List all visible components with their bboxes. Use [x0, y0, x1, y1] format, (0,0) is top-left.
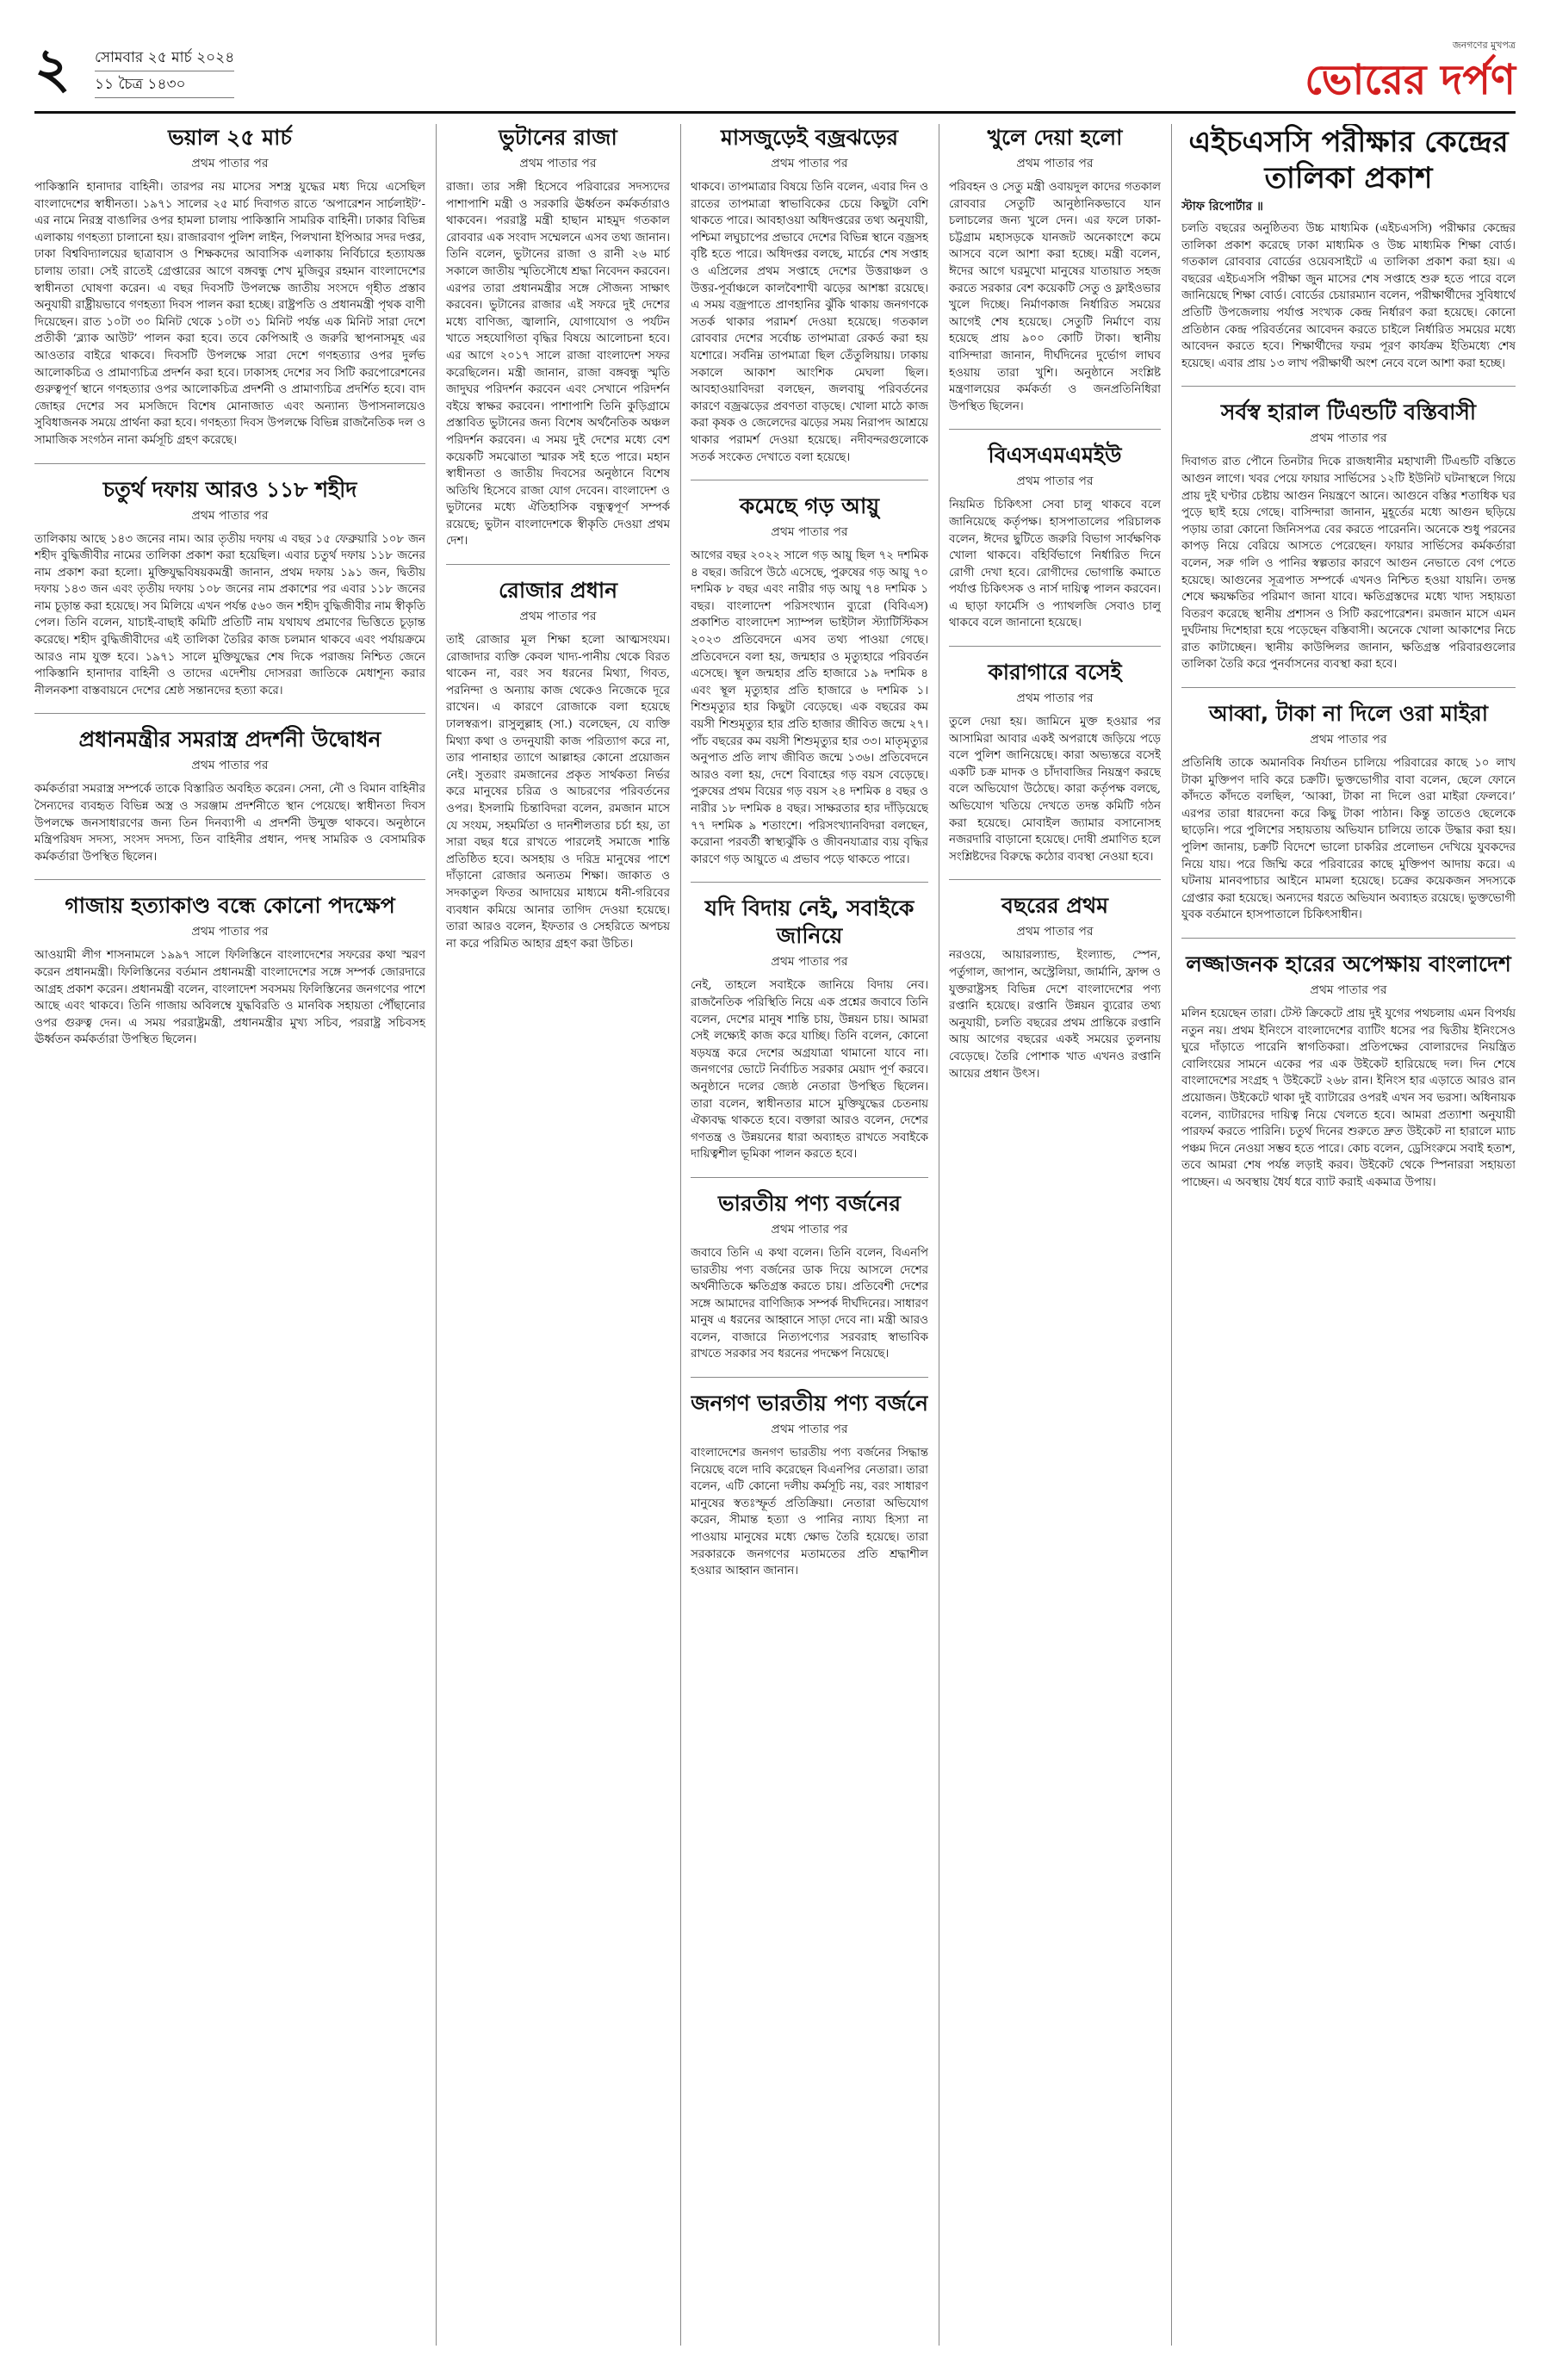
- divider: [1181, 386, 1516, 387]
- jump-label: প্রথম পাতার পর: [1310, 983, 1387, 997]
- story-year-first: [949, 892, 1161, 1082]
- story-body: আগের বছর ২০২২ সালে গড় আয়ু ছিল ৭২ দশমিক ৪ বছর। জরিপে উঠে এসেছে, পুরুষের গড় আয়ু ৭০ দশমিক ৮ বছর এবং নারীর গড় আয়ু ৭৪ দশমিক ১ বছর। বাংলাদেশ পরিসংখ্যান ব্যুরো (বিবিএস) প্রকাশিত বাংলাদেশ স্যাম্পল ভাইটাল স্ট্যাটিস্টিকস ২০২৩ প্রতিবেদনে এসব তথ্য পাওয়া গেছে। প্রতিবেদনে বলা হয়, জন্মহার ও মৃত্যুহারে পরিবর্তন এসেছে। স্থূল জন্মহার প্রতি হাজারে ১৯ দশমিক ৪ এবং স্থূল মৃত্যুহার প্রতি হাজারে ৬ দশমিক ১। শিশুমৃত্যুর হার কিছুটা বেড়েছে। এক বছরের কম বয়সী শিশুমৃত্যুর হার প্রতি হাজার জীবিত জন্মে ২৭। পাঁচ বছরের কম বয়সী শিশুমৃত্যুর হার ৩৩। মাতৃমৃত্যুর অনুপাত প্রতি লাখ জীবিত জন্মে ১৩৬। প্রতিবেদনে আরও বলা হয়, দেশে বিবাহের গড় বয়স বেড়েছে। পুরুষের প্রথম বিয়ের গড় বয়স ২৪ দশমিক ৪ বছর ও নারীর ১৮ দশমিক ৪ বছর। সাক্ষরতার হার দাঁড়িয়েছে ৭৭ দশমিক ৯ শতাংশে। পরিসংখ্যানবিদরা বলছেন, করোনা পরবর্তী স্বাস্থ্যঝুঁকি ও জীবনযাত্রার ব্যয় বৃদ্ধির কারণে গড় আয়ুতে এ প্রভাব পড়ে থাকতে পারে।: [691, 549, 928, 866]
- story-bhutan-king: [446, 124, 670, 550]
- story-body: তালিকায় আছে ১৪৩ জনের নাম। আর তৃতীয় দফায় এ বছর ১৫ ফেব্রুয়ারি ১০৮ জন শহীদ বুদ্ধিজীবীর নামের তালিকা প্রকাশ করা হয়েছিল। এবার চতুর্থ দফায় ১১৮ জনের নাম প্রকাশ করা হলো। মুক্তিযুদ্ধবিষয়কমন্ত্রী জানান, প্রথম দফায় ১৯১ জন, দ্বিতীয় দফায় ১৪৩ জন এবং তৃতীয় দফায় ১০৮ জনের নাম প্রকাশের পর এবার ১১৮ জনের নাম চূড়ান্ত করা হয়েছে। সব মিলিয়ে এখন পর্যন্ত ৫৬০ জন শহীদ বুদ্ধিজীবীর নাম স্বীকৃতি পেল। তিনি বলেন, যাচাই-বাছাই কমিটি প্রতিটি নাম যথাযথ প্রমাণের ভিত্তিতে চূড়ান্ত করেছে। শহীদ বুদ্ধিজীবীদের এই তালিকা তৈরির কাজ চলমান থাকবে এবং পর্যায়ক্রমে আরও নাম যুক্ত হবে। ১৯৭১ সালে মুক্তিযুদ্ধের শেষ দিকে পরাজয় নিশ্চিত জেনে পাকিস্তানি হানাদার বাহিনী ও তাদের এদেশীয় দোসররা জাতিকে মেধাশূন্য করার নীলনকশা বাস্তবায়নে দেশের শ্রেষ্ঠ সন্তানদের হত্যা করে।: [34, 532, 425, 697]
- jump-label: প্রথম পাতার পর: [1016, 474, 1094, 489]
- column-3: [691, 124, 928, 2346]
- jump-label: প্রথম পাতার পর: [191, 157, 269, 170]
- story-body: তাই রোজার মূল শিক্ষা হলো আত্মসংযম। রোজাদার ব্যক্তি কেবল খাদ্য-পানীয় থেকে বিরত থাকেন না, বরং সব ধরনের মিথ্যা, গিবত, পরনিন্দা ও অন্যায় কাজ থেকেও নিজেকে দূরে রাখেন। এ কারণে রোজাকে বলা হয়েছে ঢালস্বরূপ। রাসুলুল্লাহ (সা.) বলেছেন, যে ব্যক্তি মিথ্যা কথা ও তদনুযায়ী কাজ পরিত্যাগ করে না, তার পানাহার ত্যাগে আল্লাহর কোনো প্রয়োজন নেই। সুতরাং রমজানের প্রকৃত সার্থকতা নির্ভর করে মানুষের চরিত্র ও আচরণের পরিবর্তনের ওপর। ইসলামি চিন্তাবিদরা বলেন, রমজান মাসে যে সংযম, সহমর্মিতা ও দানশীলতার চর্চা হয়, তা সারা বছর ধরে রাখতে পারলেই সমাজে শান্তি প্রতিষ্ঠিত হবে। অসহায় ও দরিদ্র মানুষের পাশে দাঁড়ানো রোজার অন্যতম শিক্ষা। জাকাত ও সদকাতুল ফিতর আদায়ের মাধ্যমে ধনী-গরিবের ব্যবধান কমিয়ে আনার তাগিদ দেওয়া হয়েছে। তারা আরও বলেন, ইফতার ও সেহরিতে অপচয় না করে পরিমিত আহার গ্রহণ করা উচিত।: [446, 634, 670, 951]
- page-number: ২: [34, 37, 71, 101]
- headline: সর্বস্ব হারাল টিএন্ডটি বস্তিবাসী: [1220, 400, 1477, 425]
- jump-label: প্রথম পাতার পর: [1310, 733, 1387, 747]
- brand-name: ভোরের দর্পণ: [1305, 56, 1516, 104]
- column-4: [949, 124, 1161, 2346]
- headline: ভয়াল ২৫ মার্চ: [168, 125, 292, 150]
- jump-label: প্রথম পাতার পর: [519, 157, 597, 170]
- divider: [691, 1377, 928, 1378]
- story-body: মলিন হয়েছেন তারা। টেস্ট ক্রিকেটে প্রায় দুই যুগের পথচলায় এমন বিপর্যয় নতুন নয়। প্রথম ইনিংসে বাংলাদেশের ব্যাটিং ধসের পর দ্বিতীয় ইনিংসেও ঘুরে দাঁড়াতে পারেনি স্বাগতিকরা। প্রতিপক্ষের বোলারদের নিয়ন্ত্রিত বোলিংয়ের সামনে একের পর এক উইকেট হারিয়েছে দল। দিন শেষে বাংলাদেশের সংগ্রহ ৭ উইকেটে ২৬৮ রান। ইনিংস হার এড়াতে আরও রান প্রয়োজন। উইকেটে থাকা দুই ব্যাটারের ওপরই এখন সব ভরসা। অধিনায়ক বলেন, ব্যাটারদের দায়িত্ব নিয়ে খেলতে হবে। আমরা প্রত্যাশা অনুযায়ী পারফর্ম করতে পারিনি। চতুর্থ দিনের শুরুতে দ্রুত উইকেট না হারালে ম্যাচ পঞ্চম দিনে নেওয়া সম্ভব হতে পারে। কোচ বলেন, ড্রেসিংরুমে সবাই হতাশ, তবে আমরা শেষ পর্যন্ত লড়াই করব। উইকেট থেকে স্পিনাররা সহায়তা পাচ্ছেন। এ অবস্থায় ধৈর্য ধরে ব্যাট করাই একমাত্র উপায়।: [1181, 1007, 1516, 1189]
- brand-logo: [1305, 38, 1516, 106]
- story-pm-exhibition: [34, 726, 425, 865]
- story-body: তুলে দেয়া হয়। জামিনে মুক্ত হওয়ার পর আসামিরা আবার একই অপরাধে জড়িয়ে পড়ে বলে পুলিশ জানিয়েছে। কারা অভ্যন্তরে বসেই একটি চক্র মাদক ও চাঁদাবাজির নিয়ন্ত্রণ করছে বলে অভিযোগ উঠেছে। কারা কর্তৃপক্ষ বলছে, অভিযোগ খতিয়ে দেখতে তদন্ত কমিটি গঠন করা হয়েছে। মোবাইল জ্যামার বসানোসহ নজরদারি বাড়ানো হয়েছে। দোষী প্রমাণিত হলে সংশ্লিষ্টদের বিরুদ্ধে কঠোর ব্যবস্থা নেওয়া হবে।: [949, 716, 1161, 864]
- story-indian-goods: [691, 1190, 928, 1363]
- headline: এইচএসসি পরীক্ষার কেন্দ্রের তালিকা প্রকাশ: [1188, 125, 1509, 195]
- story-body: নেই, তাহলে সবাইকে জানিয়ে বিদায় নেব। রাজনৈতিক পরিস্থিতি নিয়ে এক প্রশ্নের জবাবে তিনি বলেন, দেশের মানুষ শান্তি চায়, উন্নয়ন চায়। আমরা সেই লক্ষ্যেই কাজ করে যাচ্ছি। তিনি বলেন, কোনো ষড়যন্ত্র করে দেশের অগ্রযাত্রা থামানো যাবে না। জনগণের ভোটে নির্বাচিত সরকার মেয়াদ পূর্ণ করবে। অনুষ্ঠানে দলের জ্যেষ্ঠ নেতারা উপস্থিত ছিলেন। তারা বলেন, স্বাধীনতার মাসে মুক্তিযুদ্ধের চেতনায় ঐক্যবদ্ধ থাকতে হবে। বক্তারা আরও বলেন, দেশের গণতন্ত্র ও উন্নয়নের ধারা অব্যাহত রাখতে সবাইকে দায়িত্বশীল ভূমিকা পালন করতে হবে।: [691, 979, 928, 1162]
- headline: রোজার প্রধান: [498, 578, 618, 604]
- headline: আব্বা, টাকা না দিলে ওরা মাইরা: [1209, 701, 1488, 727]
- story-life-expectancy: [691, 493, 928, 868]
- headline: কারাগারে বসেই: [988, 660, 1122, 685]
- headline: কমেছে গড় আয়ু: [739, 493, 880, 519]
- headline: খুলে দেয়া হলো: [987, 125, 1123, 150]
- jump-label: প্রথম পাতার পর: [191, 925, 269, 939]
- headline: বছরের প্রথম: [1001, 893, 1109, 919]
- headline: চতুর্থ দফায় আরও ১১৮ শহীদ: [102, 476, 357, 502]
- story-body: চলতি বছরের অনুষ্ঠিতব্য উচ্চ মাধ্যমিক (এইচএসসি) পরীক্ষার কেন্দ্রের তালিকা প্রকাশ করেছে ঢাকা মাধ্যমিক ও উচ্চ মাধ্যমিক শিক্ষা বোর্ড। গতকাল রোববার বোর্ডের ওয়েবসাইটে এ তালিকা প্রকাশ করা হয়। এ বছরের এইচএসসি পরীক্ষা জুন মাসের শেষ সপ্তাহে শুরু হতে পারে বলে জানিয়েছে শিক্ষা বোর্ড। বোর্ডের চেয়ারম্যান বলেন, পরীক্ষার্থীদের সুবিধার্থে প্রতিটি উপজেলায় পর্যাপ্ত সংখ্যক কেন্দ্র নির্ধারণ করা হয়েছে। কোনো প্রতিষ্ঠান কেন্দ্র পরিবর্তনের আবেদন করতে চাইলে নির্ধারিত সময়ের মধ্যে আবেদন করতে হবে। শিক্ষার্থীদের ফরম পূরণ কার্যক্রম ইতিমধ্যে শেষ হয়েছে। এবার প্রায় ১৩ লাখ পরীক্ষার্থী অংশ নেবে বলে আশা করা হচ্ছে।: [1181, 222, 1516, 370]
- headline: যদি বিদায় নেই, সবাইকে জানিয়ে: [704, 896, 914, 949]
- divider: [34, 713, 425, 714]
- jump-label: প্রথম পাতার পর: [1016, 691, 1094, 706]
- column-rule: [1171, 124, 1172, 2346]
- story-gaza: [34, 892, 425, 1049]
- column-1: [34, 124, 425, 2346]
- jump-label: প্রথম পাতার পর: [191, 759, 269, 773]
- story-thunderstorm: [691, 124, 928, 466]
- divider: [949, 429, 1161, 430]
- divider: [691, 882, 928, 883]
- story-prison: [949, 659, 1161, 865]
- headline: মাসজুড়েই বজ্রঝড়ের: [720, 125, 899, 150]
- story-ransom: [1181, 700, 1516, 924]
- jump-label: প্রথম পাতার পর: [771, 1222, 848, 1236]
- headline: গাজায় হত্যাকাণ্ড বন্ধে কোনো পদক্ষেপ: [65, 893, 395, 919]
- date-bangla: ১১ চৈত্র ১৪৩০: [95, 71, 234, 98]
- divider: [446, 564, 670, 565]
- story-body: দিবাগত রাত পৌনে তিনটার দিকে রাজধানীর মহাখালী টিএন্ডটি বস্তিতে আগুন লাগে। খবর পেয়ে ফায়ার সার্ভিসের ১২টি ইউনিট ঘটনাস্থলে গিয়ে প্রায় দুই ঘণ্টার চেষ্টায় আগুন নিয়ন্ত্রণে আনে। আগুনে বস্তির শতাধিক ঘর পুড়ে ছাই হয়ে গেছে। বাসিন্দারা জানান, মুহূর্তের মধ্যে আগুন ছড়িয়ে পড়ায় তারা কোনো জিনিসপত্র বের করতে পারেননি। অনেকে শুধু পরনের কাপড় নিয়ে বেরিয়ে আসতে পেরেছেন। ফায়ার সার্ভিসের কর্মকর্তারা বলেন, সরু গলি ও পানির স্বল্পতার কারণে আগুন নেভাতে বেগ পেতে হয়েছে। আগুনের সূত্রপাত সম্পর্কে এখনও নিশ্চিত হওয়া যায়নি। তদন্ত শেষে ক্ষয়ক্ষতির পরিমাণ জানা যাবে। ক্ষতিগ্রস্তদের মধ্যে খাদ্য সহায়তা বিতরণ করেছে স্থানীয় প্রশাসন ও সিটি করপোরেশন। রমজান মাসে এমন দুর্ঘটনায় দিশেহারা হয়ে পড়েছেন বস্তিবাসী। অনেকে খোলা আকাশের নিচে রাত কাটাচ্ছেন। স্থানীয় কাউন্সিলর জানান, ক্ষতিগ্রস্ত পরিবারগুলোর তালিকা তৈরি করে পুনর্বাসনের ব্যবস্থা করা হবে।: [1181, 456, 1516, 672]
- story-body: নরওয়ে, আয়ারল্যান্ড, ইংল্যান্ড, স্পেন, পর্তুগাল, জাপান, অস্ট্রেলিয়া, জার্মানি, ফ্রান্স ও যুক্তরাষ্ট্রসহ বিভিন্ন দেশে বাংলাদেশের পণ্য রপ্তানি হয়েছে। রপ্তানি উন্নয়ন ব্যুরোর তথ্য অনুযায়ী, চলতি বছরের প্রথম প্রান্তিকে রপ্তানি আয় আগের বছরের একই সময়ের তুলনায় বেড়েছে। তৈরি পোশাক খাত এখনও রপ্তানি আয়ের প্রধান উৎস।: [949, 949, 1161, 1081]
- column-rule: [680, 124, 681, 2346]
- jump-label: প্রথম পাতার পর: [771, 955, 848, 970]
- date-block: [95, 45, 234, 98]
- story-body: কর্মকর্তারা সমরাস্ত্র সম্পর্কে তাকে বিস্তারিত অবহিত করেন। সেনা, নৌ ও বিমান বাহিনীর সৈন্যদের ব্যবহৃত বিভিন্ন অস্ত্র ও সরঞ্জাম প্রদর্শনীতে স্থান পেয়েছে। স্বাধীনতা দিবস উপলক্ষে জনসাধারণের জন্য তিন দিনব্যাপী এ প্রদর্শনী উন্মুক্ত থাকবে। অনুষ্ঠানে মন্ত্রিপরিষদ সদস্য, সংসদ সদস্য, তিন বাহিনীর প্রধান, পদস্থ সামরিক ও বেসামরিক কর্মকর্তারা উপস্থিত ছিলেন।: [34, 783, 425, 864]
- story-body: পরিবহন ও সেতু মন্ত্রী ওবায়দুল কাদের গতকাল রোববার সেতুটি আনুষ্ঠানিকভাবে যান চলাচলের জন্য খুলে দেন। এর ফলে ঢাকা-চট্টগ্রাম মহাসড়কে যানজট অনেকাংশে কমে আসবে বলে আশা করা হচ্ছে। মন্ত্রী বলেন, ঈদের আগে ঘরমুখো মানুষের যাতায়াত সহজ করতে সরকার বেশ কয়েকটি সেতু ও ফ্লাইওভার খুলে দিচ্ছে। নির্মাণকাজ নির্ধারিত সময়ের আগেই শেষ হয়েছে। সেতুটি নির্মাণে ব্যয় হয়েছে প্রায় ৯০০ কোটি টাকা। স্থানীয় বাসিন্দারা জানান, দীর্ঘদিনের দুর্ভোগ লাঘব হওয়ায় তারা খুশি। অনুষ্ঠানে সংশ্লিষ্ট মন্ত্রণালয়ের কর্মকর্তা ও জনপ্রতিনিধিরা উপস্থিত ছিলেন।: [949, 181, 1161, 413]
- date-gregorian: সোমবার ২৫ মার্চ ২০২৪: [95, 45, 234, 71]
- jump-label: প্রথম পাতার পর: [771, 157, 848, 170]
- story-boycott: [691, 1390, 928, 1580]
- headline: লজ্জাজনক হারের অপেক্ষায় বাংলাদেশ: [1186, 951, 1511, 976]
- story-bsmmu: [949, 442, 1161, 632]
- column-rule: [436, 124, 437, 2346]
- headline: বিএসএমএমইউ: [988, 443, 1122, 468]
- divider: [691, 1177, 928, 1178]
- jump-label: প্রথম পাতার পর: [1016, 925, 1094, 939]
- divider: [1181, 687, 1516, 688]
- brand-tagline: জনগণের মুখপত্র: [1452, 40, 1516, 51]
- story-body: পাকিস্তানি হানাদার বাহিনী। তারপর নয় মাসের সশস্ত্র যুদ্ধের মধ্য দিয়ে এসেছিল বাংলাদেশের স্বাধীনতা। ১৯৭১ সালের ২৫ মার্চ দিবাগত রাতে ‘অপারেশন সার্চলাইট’-এর নামে নিরস্ত্র বাঙালির ওপর হামলা চালায় পাকিস্তানি সামরিক বাহিনী। ঢাকার বিভিন্ন এলাকায় গণহত্যা চালানো হয়। রাজারবাগ পুলিশ লাইন, পিলখানা ইপিআর সদর দপ্তর, ঢাকা বিশ্ববিদ্যালয়ের ছাত্রাবাস ও শিক্ষকদের আবাসিক এলাকায় নির্বিচারে হত্যাযজ্ঞ চালায় তারা। সেই রাতেই গ্রেপ্তারের আগে বঙ্গবন্ধু শেখ মুজিবুর রহমান বাংলাদেশের স্বাধীনতা ঘোষণা করেন। এ বছর দিবসটি উপলক্ষে জাতীয় সংসদে গৃহীত প্রস্তাব অনুযায়ী রাষ্ট্রীয়ভাবে গণহত্যা দিবস পালন করা হচ্ছে। রাষ্ট্রপতি ও প্রধানমন্ত্রী পৃথক বাণী দিয়েছেন। রাত ১০টা ৩০ মিনিট থেকে ১০টা ৩১ মিনিট পর্যন্ত এক মিনিট সারা দেশে প্রতীকী ‘ব্ল্যাক আউট’ পালন করা হবে। তবে কেপিআই ও জরুরি স্থাপনাসমূহ এর আওতার বাইরে থাকবে। দিবসটি উপলক্ষে সারা দেশে গণহত্যার ওপর দুর্লভ আলোকচিত্র ও প্রামাণ্যচিত্র প্রদর্শন করা হবে। ঢাকাসহ দেশের সব সিটি করপোরেশনের গুরুত্বপূর্ণ স্থানে গণহত্যার ওপর আলোকচিত্র প্রদর্শনী ও প্রামাণ্যচিত্র প্রদর্শিত হবে। বাদ জোহর দেশের সব মসজিদে বিশেষ মোনাজাত এবং অন্যান্য উপাসনালয়েও সুবিধাজনক সময়ে প্রার্থনা করা হবে। গণহত্যা দিবস উপলক্ষে বিভিন্ন রাজনৈতিক দল ও সামাজিক সংগঠন নানা কর্মসূচি গ্রহণ করেছে।: [34, 181, 425, 447]
- byline: স্টাফ রিপোর্টার ॥: [1181, 200, 1263, 214]
- divider: [949, 646, 1161, 647]
- story-body: রাজা। তার সঙ্গী হিসেবে পরিবারের সদস্যদের পাশাপাশি মন্ত্রী ও সরকারি ঊর্ধ্বতন কর্মকর্তারাও থাকবেন। পররাষ্ট্র মন্ত্রী হাছান মাহমুদ গতকাল রোববার এক সংবাদ সম্মেলনে এসব তথ্য জানান। তিনি বলেন, ভুটানের রাজা ও রানী ২৬ মার্চ সকালে জাতীয় স্মৃতিসৌধে শ্রদ্ধা নিবেদন করবেন। এরপর তারা প্রধানমন্ত্রীর সঙ্গে সৌজন্য সাক্ষাৎ করবেন। ভুটানের রাজার এই সফরে দুই দেশের মধ্যে বাণিজ্য, জ্বালানি, যোগাযোগ ও পর্যটন খাতে সহযোগিতা বৃদ্ধির বিষয়ে আলোচনা হবে। এর আগে ২০১৭ সালে রাজা বাংলাদেশ সফর করেছিলেন। মন্ত্রী জানান, রাজা বঙ্গবন্ধু স্মৃতি জাদুঘর পরিদর্শন করবেন এবং সেখানে পরিদর্শন বইয়ে স্বাক্ষর করবেন। পাশাপাশি তিনি কুড়িগ্রামে প্রস্তাবিত ভুটানের জন্য বিশেষ অর্থনৈতিক অঞ্চল পরিদর্শন করবেন। এ সময় দুই দেশের মধ্যে বেশ কয়েকটি সমঝোতা স্মারক সই হতে পারে। মহান স্বাধীনতা ও জাতীয় দিবসের অনুষ্ঠানে বিশেষ অতিথি হিসেবে রাজা যোগ দেবেন। বাংলাদেশ ও ভুটানের মধ্যে ঐতিহাসিক বন্ধুত্বপূর্ণ সম্পর্ক রয়েছে; ভুটান বাংলাদেশকে স্বীকৃতি দেওয়া প্রথম দেশ।: [446, 181, 670, 549]
- story-shohid-list: [34, 476, 425, 700]
- story-body: জবাবে তিনি এ কথা বলেন। তিনি বলেন, বিএনপি ভারতীয় পণ্য বর্জনের ডাক দিয়ে আসলে দেশের অর্থনীতিকে ক্ষতিগ্রস্ত করতে চায়। প্রতিবেশী দেশের সঙ্গে আমাদের বাণিজ্যিক সম্পর্ক দীর্ঘদিনের। সাধারণ মানুষ এ ধরনের আহ্বানে সাড়া দেবে না। মন্ত্রী আরও বলেন, বাজারে নিত্যপণ্যের সরবরাহ স্বাভাবিক রাখতে সরকার সব ধরনের পদক্ষেপ নিয়েছে।: [691, 1246, 928, 1361]
- story-body: প্রতিনিধি তাকে অমানবিক নির্যাতন চালিয়ে পরিবারের কাছে ১০ লাখ টাকা মুক্তিপণ দাবি করে চক্রটি। ভুক্তভোগীর বাবা বলেন, ছেলে ফোনে কাঁদতে কাঁদতে বলছিল, ‘আব্বা, টাকা না দিলে ওরা মাইরা ফেলবে।’ এরপর তারা ধারদেনা করে কিছু টাকা পাঠান। কিন্তু তাতেও ছেলেকে ছাড়েনি। পরে পুলিশের সহায়তায় অভিযান চালিয়ে তাকে উদ্ধার করা হয়। পুলিশ জানায়, চক্রটি বিদেশে ভালো চাকরির প্রলোভন দেখিয়ে যুবকদের নিয়ে যায়। পরে জিম্মি করে পরিবারের কাছে মুক্তিপণ আদায় করে। এ ঘটনায় মানবপাচার আইনে মামলা হয়েছে। চক্রের কয়েকজন সদস্যকে গ্রেপ্তার করা হয়েছে। অন্যদের ধরতে অভিযান অব্যাহত রয়েছে। ভুক্তভোগী যুবক বর্তমানে হাসপাতালে চিকিৎসাধীন।: [1181, 757, 1516, 922]
- story-roja: [446, 577, 670, 952]
- jump-label: প্রথম পাতার পর: [191, 508, 269, 523]
- story-bhoyal-25-march: [34, 124, 425, 449]
- story-bridge-open: [949, 124, 1161, 415]
- column-5: [1181, 124, 1516, 2346]
- newspaper-page: [34, 34, 1516, 2346]
- story-body: থাকবে। তাপমাত্রার বিষয়ে তিনি বলেন, এবার দিন ও রাতের তাপমাত্রা স্বাভাবিকের চেয়ে কিছুটা বেশি থাকতে পারে। আবহাওয়া অধিদপ্তরের তথ্য অনুযায়ী, পশ্চিমা লঘুচাপের প্রভাবে দেশের বিভিন্ন স্থানে বজ্রসহ বৃষ্টি হতে পারে। অধিদপ্তর বলছে, মার্চের শেষ সপ্তাহ ও এপ্রিলের প্রথম সপ্তাহে দেশের উত্তরাঞ্চল ও উত্তর-পূর্বাঞ্চলে কালবৈশাখী ঝড়ের আশঙ্কা রয়েছে। এ সময় বজ্রপাতে প্রাণহানির ঝুঁকি থাকায় জনগণকে সতর্ক থাকার পরামর্শ দেওয়া হয়েছে। গতকাল রোববার দেশের সর্বোচ্চ তাপমাত্রা রেকর্ড করা হয় যশোরে। সর্বনিম্ন তাপমাত্রা ছিল তেঁতুলিয়ায়। ঢাকায় সকালে আকাশ আংশিক মেঘলা ছিল। আবহাওয়াবিদরা বলছেন, জলবায়ু পরিবর্তনের কারণে বজ্রঝড়ের প্রবণতা বাড়ছে। খোলা মাঠে কাজ করা কৃষক ও জেলেদের ঝড়ের সময় নিরাপদ আশ্রয়ে থাকার পরামর্শ দেওয়া হয়েছে। নদীবন্দরগুলোকে সতর্ক সংকেত দেখাতে বলা হয়েছে।: [691, 181, 928, 464]
- jump-label: প্রথম পাতার পর: [519, 610, 597, 624]
- story-body: বাংলাদেশের জনগণ ভারতীয় পণ্য বর্জনের সিদ্ধান্ত নিয়েছে বলে দাবি করেছেন বিএনপির নেতারা। তারা বলেন, এটি কোনো দলীয় কর্মসূচি নয়, বরং সাধারণ মানুষের স্বতঃস্ফূর্ত প্রতিক্রিয়া। নেতারা অভিযোগ করেন, সীমান্ত হত্যা ও পানির ন্যায্য হিস্যা না পাওয়ায় মানুষের মধ্যে ক্ষোভ তৈরি হয়েছে। তারা সরকারকে জনগণের মতামতের প্রতি শ্রদ্ধাশীল হওয়ার আহ্বান জানান।: [691, 1447, 928, 1578]
- masthead: [34, 34, 1516, 114]
- jump-label: প্রথম পাতার পর: [1016, 157, 1094, 170]
- divider: [34, 463, 425, 464]
- jump-label: প্রথম পাতার পর: [771, 525, 848, 540]
- story-cricket: [1181, 951, 1516, 1192]
- story-hsc-centers: [1181, 124, 1516, 372]
- story-farewell: [691, 895, 928, 1163]
- column-2: [446, 124, 670, 2346]
- divider: [34, 879, 425, 880]
- divider: [1181, 938, 1516, 939]
- story-body: আওয়ামী লীগ শাসনামলে ১৯৯৭ সালে ফিলিস্তিনে বাংলাদেশের সফরের কথা স্মরণ করেন প্রধানমন্ত্রী। ফিলিস্তিনের বর্তমান প্রধানমন্ত্রী বাংলাদেশের সঙ্গে সম্পর্ক জোরদারে আগ্রহ প্রকাশ করেন। প্রধানমন্ত্রী বলেন, বাংলাদেশ সবসময় ফিলিস্তিনের জনগণের পাশে আছে এবং থাকবে। তিনি গাজায় অবিলম্বে যুদ্ধবিরতি ও মানবিক সহায়তা পৌঁছানোর ওপর গুরুত্ব দেন। এ সময় পররাষ্ট্রমন্ত্রী, প্রধানমন্ত্রীর মুখ্য সচিব, পররাষ্ট্র সচিবসহ ঊর্ধ্বতন কর্মকর্তারা উপস্থিত ছিলেন।: [34, 949, 425, 1047]
- headline: প্রধানমন্ত্রীর সমরাস্ত্র প্রদর্শনী উদ্বোধন: [78, 727, 381, 753]
- jump-label: প্রথম পাতার পর: [771, 1422, 848, 1437]
- story-slum-fire: [1181, 399, 1516, 673]
- jump-label: প্রথম পাতার পর: [1310, 431, 1387, 446]
- headline: ভারতীয় পণ্য বর্জনের: [717, 1190, 901, 1216]
- divider: [949, 879, 1161, 880]
- story-body: নিয়মিত চিকিৎসা সেবা চালু থাকবে বলে জানিয়েছে কর্তৃপক্ষ। হাসপাতালের পরিচালক বলেন, ঈদের ছুটিতে জরুরি বিভাগ সার্বক্ষণিক খোলা থাকবে। বহির্বিভাগে নির্ধারিত দিনে রোগী দেখা হবে। রোগীদের ভোগান্তি কমাতে পর্যাপ্ত চিকিৎসক ও নার্স দায়িত্ব পালন করবেন। এ ছাড়া ফার্মেসি ও প্যাথলজি সেবাও চালু থাকবে বলে জানানো হয়েছে।: [949, 499, 1161, 630]
- headline: ভুটানের রাজা: [499, 125, 617, 150]
- headline: জনগণ ভারতীয় পণ্য বর্জনে: [691, 1391, 928, 1416]
